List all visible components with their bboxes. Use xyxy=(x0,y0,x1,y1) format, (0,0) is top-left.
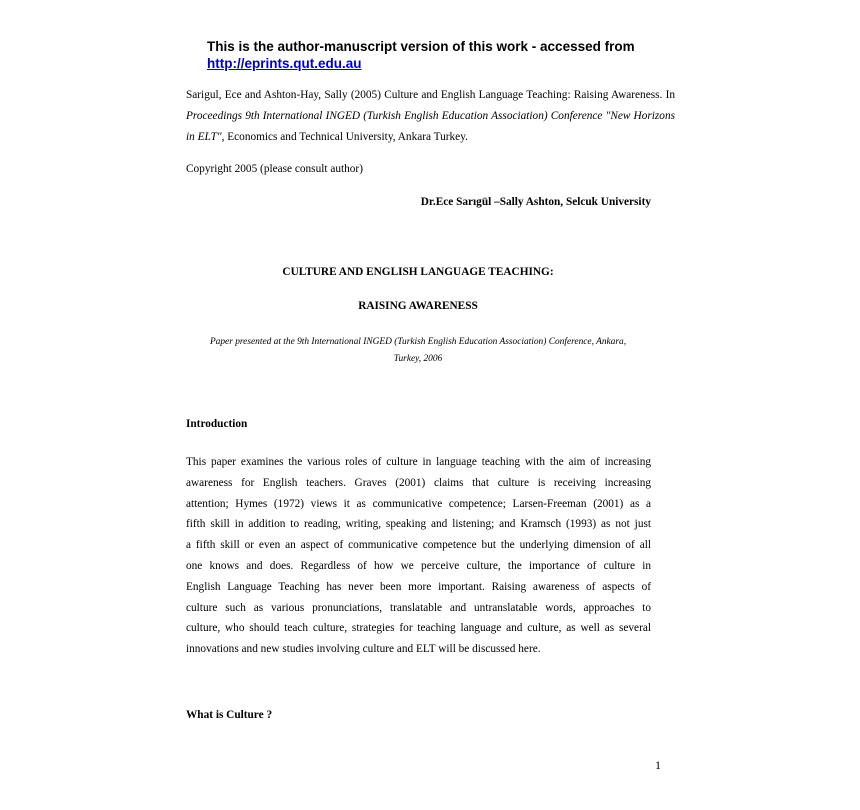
paragraph-line: innovations and new studies involving culture and ELT will be discussed here. xyxy=(186,643,541,656)
paragraph-line: culture, who should teach culture, strategies for teaching language and culture, as well as several xyxy=(186,622,651,635)
paragraph-line: fifth skill in addition to reading, writing, speaking and listening; and Kramsch (1993) as not just xyxy=(186,518,651,531)
paragraph-line: This paper examines the various roles of culture in language teaching with the aim of increasing xyxy=(186,456,651,468)
introduction-heading: Introduction xyxy=(186,418,248,430)
page-number: 1 xyxy=(655,758,661,772)
paragraph-line: a fifth skill or even an aspect of communicative competence but the underlying dimension of all xyxy=(186,539,651,552)
author-affiliation: Dr.Ece Sarıgül –Sally Ashton, Selcuk University xyxy=(420,196,651,208)
paragraph-line: culture such as various pronunciations, translatable and untranslatable words, approaches to xyxy=(186,601,651,614)
paragraph-line: one knows and does. Regardless of how we perceive culture, the importance of culture in xyxy=(186,559,651,572)
presentation-note-line: Turkey, 2006 xyxy=(393,354,443,364)
citation-proceedings-title: Proceedings 9th International INGED (Turkish English Education Association) Conference "New Horizons in ELT" xyxy=(186,110,675,143)
paragraph-line: English Language Teaching has never been more important. Raising awareness of aspects of xyxy=(186,580,651,593)
presentation-note-line: Paper presented at the 9th International INGED (Turkish English Education Association) Conference, Ankara, xyxy=(209,337,627,347)
manuscript-banner xyxy=(207,38,667,72)
presentation-note xyxy=(190,334,646,368)
paragraph-line: awareness for English teachers. Graves (2001) claims that culture is receiving increasing xyxy=(186,476,651,489)
citation-paragraph xyxy=(186,85,675,148)
copyright-line: Copyright 2005 (please consult author) xyxy=(186,163,363,175)
eprints-link[interactable]: http://eprints.qut.edu.au xyxy=(207,56,362,71)
what-is-culture-heading: What is Culture ? xyxy=(186,709,273,721)
introduction-paragraph xyxy=(186,452,651,660)
paper-title: CULTURE AND ENGLISH LANGUAGE TEACHING: xyxy=(282,266,554,278)
citation-text-end: , Economics and Technical University, Ankara Turkey. xyxy=(221,131,468,143)
paragraph-line: attention; Hymes (1972) views it as communicative competence; Larsen-Freeman (2001) as a xyxy=(186,497,651,510)
paper-subtitle: RAISING AWARENESS xyxy=(358,300,478,312)
citation-text-start: Sarigul, Ece and Ashton-Hay, Sally (2005) Culture and English Language Teaching: Raising Awareness. In xyxy=(186,89,675,101)
banner-text: This is the author-manuscript version of this work - accessed from xyxy=(207,39,635,54)
